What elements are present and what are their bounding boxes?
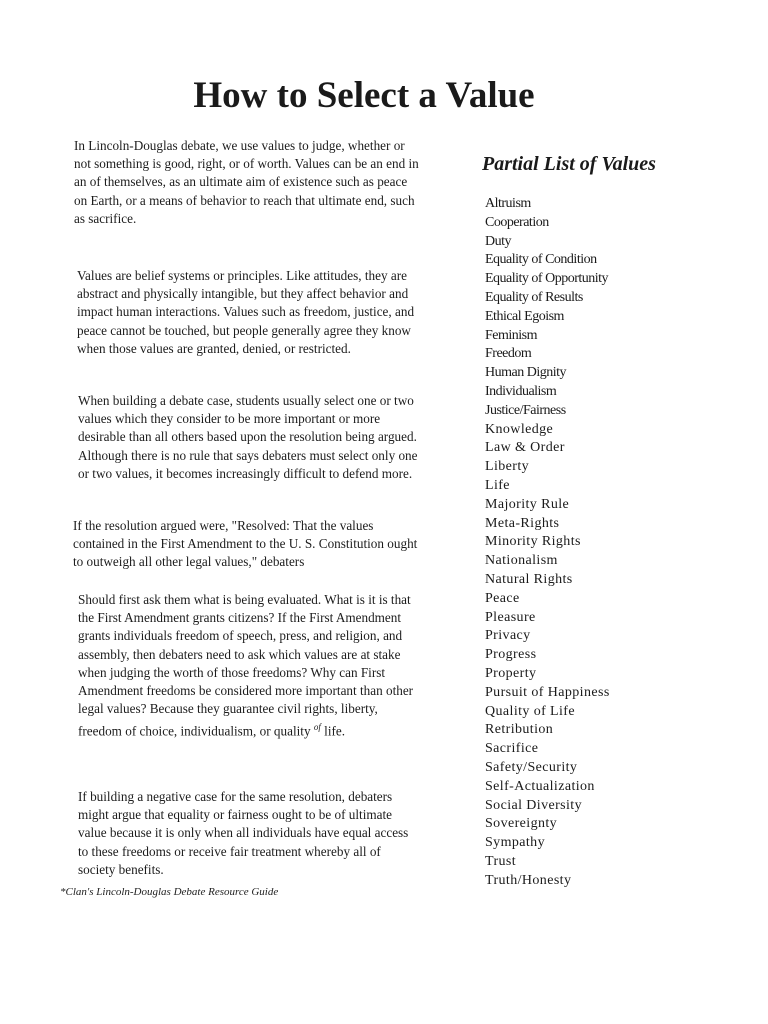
- resolution-example-paragraph: If the resolution argued were, "Resolved: That the values contained in the First Amendment to the U. S. Constitution ought to outweigh all other legal values," debaters: [73, 518, 418, 570]
- values-list-heading: Partial List of Values: [482, 153, 656, 175]
- value-item: Cooperation: [485, 214, 549, 230]
- case-building-paragraph: When building a debate case, students usually select one or two values which they consider to be more important or more desirable than all others based upon the resolution being argued. Although there is no rule that says debaters must select only one or two values, it becomes increasingly difficult to defend more.: [78, 393, 418, 481]
- value-item: Social Diversity: [485, 797, 582, 813]
- source-footnote: *Clan's Lincoln-Douglas Debate Resource Guide: [60, 886, 279, 898]
- value-item: Privacy: [485, 628, 531, 644]
- value-item: Life: [485, 477, 510, 493]
- intro-paragraph: In Lincoln-Douglas debate, we use values to judge, whether or not something is good, right, or of worth. Values can be an end in an of themselves, as an ultimate aim of existence such as peace on Earth, or a means of behavior to reach that ultimate end, such as sacrifice.: [74, 138, 419, 226]
- value-item: Sacrifice: [485, 741, 539, 757]
- value-item: Law & Order: [485, 440, 565, 456]
- value-item: Safety/Security: [485, 759, 578, 775]
- evaluation-paragraph-end: life.: [324, 723, 346, 739]
- page-title: How to Select a Value: [193, 75, 535, 116]
- values-definition-paragraph: Values are belief systems or principles. Like attitudes, they are abstract and physically intangible, but they affect behavior and impact human interactions. Values such as freedom, justice, and peace cannot be touched, but people generally agree they know when those values are granted, denied, or restricted.: [77, 268, 415, 356]
- value-item: Meta-Rights: [485, 515, 560, 531]
- value-item: Human Dignity: [485, 365, 566, 381]
- evaluation-paragraph: [78, 591, 423, 741]
- value-item: Justice/Fairness: [485, 402, 566, 418]
- value-item: Freedom: [485, 346, 532, 362]
- value-item: Individualism: [485, 383, 557, 399]
- value-item: Altruism: [485, 196, 531, 211]
- value-item: Trust: [485, 853, 517, 869]
- value-item: Retribution: [485, 722, 554, 738]
- value-item: Ethical Egoism: [485, 308, 564, 324]
- value-item: Pursuit of Happiness: [485, 684, 610, 700]
- negative-case-paragraph: If building a negative case for the same resolution, debaters might argue that equality or fairness ought to be of ultimate value because it is only when all individuals have equal access to these freedoms or receive fair treatment whereby all of society benefits.: [78, 789, 409, 877]
- values-list: [485, 195, 610, 890]
- evaluation-paragraph-text: Should first ask them what is being evaluated. What is it is that the First Amendment grants citizens? If the First Amendment grants individuals freedom of speech, press, and religion, and assembly, then debaters need to ask which values are at stake when judging the worth of those freedoms? Why can First Amendment freedoms be considered more important than other legal values? Because they guarantee civil rights, liberty, freedom of choice, individualism, or quality: [78, 592, 414, 739]
- value-item: Sympathy: [485, 835, 545, 851]
- value-item: Sovereignty: [485, 816, 558, 832]
- value-item: Minority Rights: [485, 534, 581, 550]
- value-item: Equality of Results: [485, 289, 583, 305]
- value-item: Majority Rule: [485, 496, 570, 512]
- value-item: Pleasure: [485, 609, 536, 625]
- value-item: Quality of Life: [485, 703, 575, 719]
- value-item: Equality of Condition: [485, 252, 597, 268]
- handwritten-mark: of: [313, 722, 321, 733]
- value-item: Knowledge: [485, 421, 554, 437]
- value-item: Feminism: [485, 327, 538, 343]
- value-item: Property: [485, 665, 537, 681]
- value-item: Nationalism: [485, 553, 558, 569]
- value-item: Peace: [485, 590, 520, 606]
- value-item: Duty: [485, 233, 511, 249]
- value-item: Self-Actualization: [485, 778, 595, 794]
- value-item: Truth/Honesty: [485, 872, 572, 888]
- value-item: Liberty: [485, 459, 530, 475]
- value-item: Equality of Opportunity: [485, 271, 609, 287]
- value-item: Natural Rights: [485, 571, 573, 587]
- value-item: Progress: [485, 647, 537, 663]
